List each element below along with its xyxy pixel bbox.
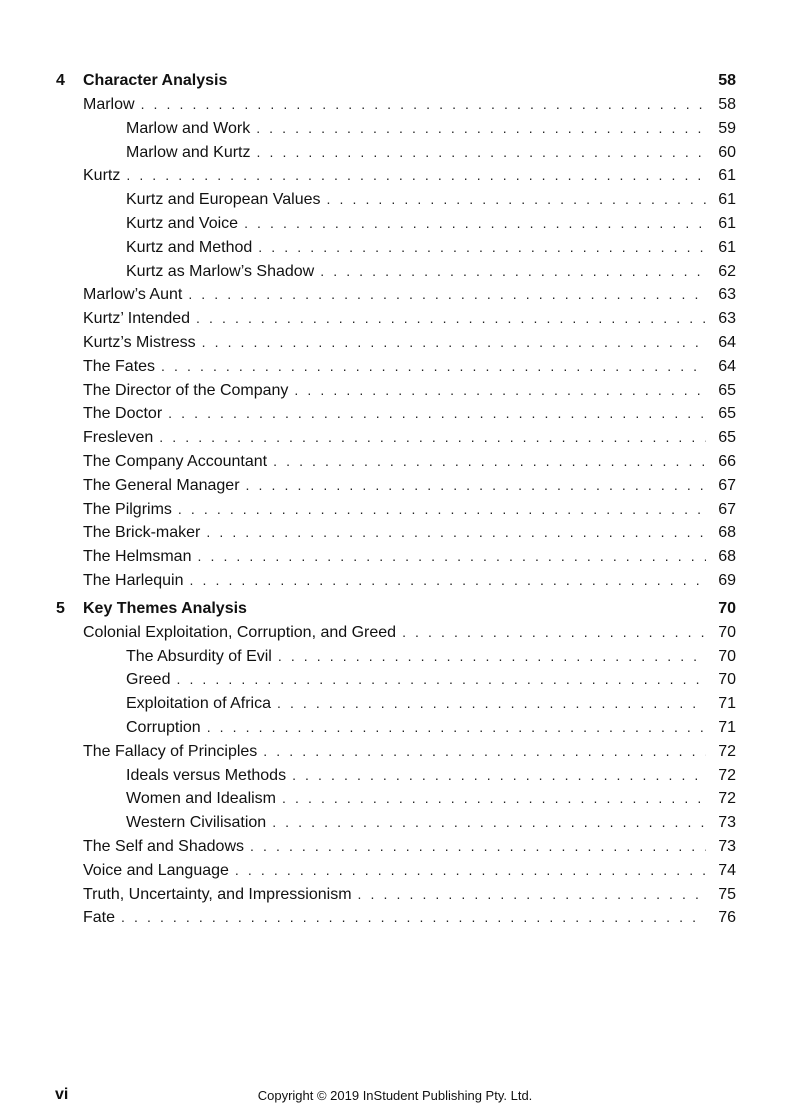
toc-entry-page: 70: [718, 647, 736, 665]
dot-leader: [294, 379, 706, 403]
toc-entry-page: 67: [718, 476, 736, 494]
toc-entry-title: Marlow and Kurtz: [126, 141, 257, 165]
toc-entry[interactable]: [0, 645, 790, 669]
dot-leader: [292, 764, 706, 788]
toc-entry-page: 71: [718, 695, 736, 713]
dot-leader: [278, 645, 706, 669]
toc-entry-title: Fresleven: [83, 426, 159, 450]
dot-leader: [258, 236, 706, 260]
toc-entry-page: 63: [718, 286, 736, 304]
chapter-number: 4: [56, 72, 65, 89]
toc-entry-page: 60: [718, 143, 736, 161]
dot-leader: [161, 355, 706, 379]
toc-entry-page: 64: [718, 357, 736, 375]
dot-leader: [207, 716, 706, 740]
toc-entry-title: The Self and Shadows: [83, 835, 250, 859]
dot-leader: [126, 164, 706, 188]
toc-entry[interactable]: [0, 474, 790, 498]
toc-entry-title: The Doctor: [83, 402, 168, 426]
toc-entry-page: 61: [718, 191, 736, 209]
toc-entry[interactable]: [0, 117, 790, 141]
toc-entry[interactable]: [0, 307, 790, 331]
dot-leader: [257, 141, 707, 165]
toc-entry-page: 58: [718, 96, 736, 113]
toc-entry-page: 69: [718, 571, 736, 589]
dot-leader: [402, 621, 706, 645]
copyright-notice: Copyright © 2019 InStudent Publishing Pty. Ltd.: [257, 1088, 533, 1103]
toc-entry-title: The Fallacy of Principles: [83, 740, 263, 764]
toc-entry-page: 61: [718, 167, 736, 185]
toc-entry-title: Corruption: [126, 716, 207, 740]
dot-leader: [168, 402, 706, 426]
toc-entry-title: Western Civilisation: [126, 811, 272, 835]
toc-entry[interactable]: [0, 450, 790, 474]
dot-leader: [327, 188, 707, 212]
toc-entry[interactable]: [0, 545, 790, 569]
dot-leader: [176, 668, 706, 692]
toc-entry-page: 70: [718, 671, 736, 689]
toc-entry-title: The Harlequin: [83, 569, 190, 593]
toc-entry-page: 68: [718, 548, 736, 566]
dot-leader: [246, 474, 706, 498]
toc-entry-page: 61: [718, 238, 736, 256]
toc-entry[interactable]: [0, 764, 790, 788]
dot-leader: [273, 450, 706, 474]
toc-entry[interactable]: [0, 93, 790, 117]
toc-entry[interactable]: [0, 668, 790, 692]
toc-entry-title: Ideals versus Methods: [126, 764, 292, 788]
toc-entry-title: Truth, Uncertainty, and Impressionism: [83, 883, 358, 907]
toc-entry[interactable]: [0, 260, 790, 284]
toc-entry-title: Marlow’s Aunt: [83, 283, 188, 307]
toc-entry[interactable]: [0, 569, 790, 593]
dot-leader: [320, 260, 706, 284]
chapter-heading[interactable]: [0, 597, 790, 621]
toc-entry[interactable]: [0, 164, 790, 188]
dot-leader: [235, 859, 706, 883]
toc-entry[interactable]: [0, 521, 790, 545]
dot-leader: [256, 117, 706, 141]
toc-entry-page: 71: [718, 718, 736, 736]
toc-entry[interactable]: [0, 402, 790, 426]
toc-entry[interactable]: [0, 883, 790, 907]
toc-entry[interactable]: [0, 811, 790, 835]
toc-entry-title: The General Manager: [83, 474, 246, 498]
toc-entry-page: 65: [718, 381, 736, 399]
toc-entry-title: Marlow: [83, 93, 141, 117]
toc-entry-title: The Brick-maker: [83, 521, 206, 545]
toc-entry[interactable]: [0, 859, 790, 883]
dot-leader: [250, 835, 706, 859]
toc-entry-page: 76: [718, 909, 736, 927]
toc-entry[interactable]: [0, 716, 790, 740]
toc-entry-page: 59: [718, 119, 736, 137]
toc-entry-page: 72: [718, 766, 736, 784]
toc-entry-page: 63: [718, 310, 736, 328]
chapter-title: Key Themes Analysis: [83, 599, 247, 617]
toc-entry[interactable]: [0, 740, 790, 764]
toc-entry-title: Colonial Exploitation, Corruption, and Greed: [83, 621, 402, 645]
toc-entry-page: 64: [718, 333, 736, 351]
dot-leader: [121, 906, 706, 930]
toc-entry[interactable]: [0, 283, 790, 307]
toc-entry[interactable]: [0, 331, 790, 355]
toc-entry-title: Kurtz’ Intended: [83, 307, 196, 331]
toc-entry-title: The Company Accountant: [83, 450, 273, 474]
toc-entry[interactable]: [0, 621, 790, 645]
toc-entry-title: Exploitation of Africa: [126, 692, 277, 716]
dot-leader: [196, 307, 706, 331]
toc-entry[interactable]: [0, 787, 790, 811]
toc-entry-page: 72: [718, 790, 736, 808]
toc-entry-title: Kurtz and European Values: [126, 188, 327, 212]
dot-leader: [272, 811, 706, 835]
toc-entry[interactable]: [0, 835, 790, 859]
toc-entry[interactable]: [0, 906, 790, 930]
dot-leader: [206, 521, 706, 545]
chapter-title: Character Analysis: [83, 72, 228, 89]
toc-entry-title: The Helmsman: [83, 545, 197, 569]
toc-entry-title: The Director of the Company: [83, 379, 294, 403]
toc-entry-title: Kurtz: [83, 164, 126, 188]
dot-leader: [188, 283, 706, 307]
toc-entry-title: The Fates: [83, 355, 161, 379]
toc-entry-page: 73: [718, 837, 736, 855]
toc-entry[interactable]: [0, 355, 790, 379]
toc-entry-title: Kurtz as Marlow’s Shadow: [126, 260, 320, 284]
toc-entry-title: Kurtz and Voice: [126, 212, 244, 236]
chapter-heading[interactable]: [0, 69, 790, 93]
chapter-page: 58: [718, 72, 736, 89]
dot-leader: [244, 212, 706, 236]
page-number: vi: [55, 1086, 69, 1103]
toc-entry-title: Kurtz and Method: [126, 236, 258, 260]
dot-leader: [141, 93, 706, 117]
toc-entry-page: 73: [718, 814, 736, 832]
toc-entry-title: Voice and Language: [83, 859, 235, 883]
toc-entry-page: 62: [718, 262, 736, 280]
toc-entry[interactable]: [0, 141, 790, 165]
dot-leader: [197, 545, 706, 569]
toc-entry-title: Marlow and Work: [126, 117, 256, 141]
toc-entry-page: 65: [718, 405, 736, 423]
toc-entry-title: The Pilgrims: [83, 498, 178, 522]
dot-leader: [282, 787, 706, 811]
toc-entry[interactable]: [0, 379, 790, 403]
toc-entry-title: Kurtz’s Mistress: [83, 331, 202, 355]
toc-entry[interactable]: [0, 188, 790, 212]
toc-entry-page: 72: [718, 742, 736, 760]
chapter-number: 5: [56, 599, 65, 617]
toc-entry[interactable]: [0, 236, 790, 260]
toc-entry[interactable]: [0, 498, 790, 522]
toc-entry-page: 74: [718, 861, 736, 879]
dot-leader: [358, 883, 706, 907]
toc-entry-page: 61: [718, 214, 736, 232]
table-of-contents: [0, 69, 790, 930]
toc-entry[interactable]: [0, 212, 790, 236]
toc-entry[interactable]: [0, 426, 790, 450]
toc-entry[interactable]: [0, 692, 790, 716]
toc-entry-title: Greed: [126, 668, 176, 692]
dot-leader: [190, 569, 707, 593]
toc-entry-page: 66: [718, 452, 736, 470]
dot-leader: [263, 740, 706, 764]
toc-entry-page: 65: [718, 429, 736, 447]
toc-entry-page: 67: [718, 500, 736, 518]
chapter-page: 70: [718, 599, 736, 617]
toc-entry-page: 75: [718, 885, 736, 903]
toc-entry-page: 70: [718, 623, 736, 641]
toc-entry-title: Fate: [83, 906, 121, 930]
dot-leader: [159, 426, 706, 450]
toc-entry-title: The Absurdity of Evil: [126, 645, 278, 669]
dot-leader: [202, 331, 706, 355]
dot-leader: [277, 692, 706, 716]
toc-entry-page: 68: [718, 524, 736, 542]
dot-leader: [178, 498, 706, 522]
toc-entry-title: Women and Idealism: [126, 787, 282, 811]
